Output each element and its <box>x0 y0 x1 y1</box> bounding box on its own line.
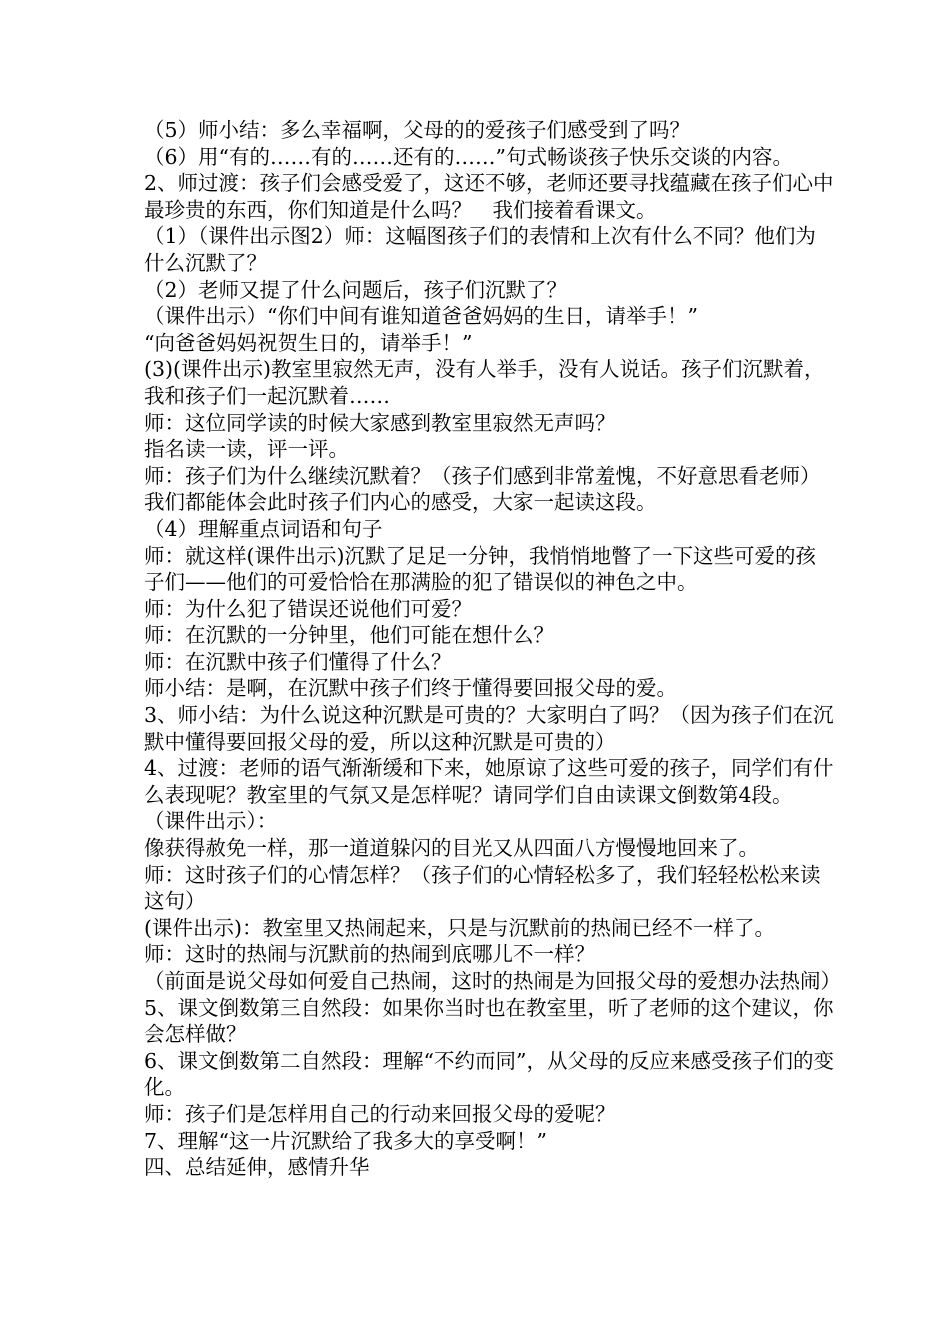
paragraph: 指名读一读，评一评。 <box>144 437 349 462</box>
paragraph: （前面是说父母如何爱自己热闹，这时的热闹是为回报父母的爱想办法热闹） <box>144 969 841 993</box>
paragraph: （5）师小结：多么幸福啊，父母的的爱孩子们感受到了吗？ <box>144 118 691 142</box>
paragraph: （1）（课件出示图2）师：这幅图孩子们的表情和上次有什么不同？他们为什么沉默了？ <box>144 224 816 275</box>
paragraph: （2）老师又提了什么问题后，孩子们沉默了？ <box>144 277 568 302</box>
paragraph: 师：为什么犯了错误还说他们可爱？ <box>144 596 472 621</box>
paragraph: （课件出示）： <box>144 809 278 834</box>
paragraph: (3)(课件出示)教室里寂然无声，没有人举手，没有人说话。孩子们沉默着，我和孩子们一起沉默着…… <box>144 357 825 408</box>
paragraph: 3、师小结：为什么说这种沉默是可贵的？大家明白了吗？（因为孩子们在沉默中懂得要回报父母的爱，所以这种沉默是可贵的） <box>144 703 834 754</box>
paragraph: 5、课文倒数第三自然段：如果你当时也在教室里，听了老师的这个建议，你会怎样做？ <box>144 995 834 1047</box>
paragraph: 师：就这样(课件出示)沉默了足足一分钟，我悄悄地瞥了一下这些可爱的孩子们——他们的可爱恰恰在那满脸的犯了错误似的神色之中。 <box>144 543 816 595</box>
paragraph: 师：在沉默中孩子们懂得了什么？ <box>144 649 452 674</box>
paragraph: （4）理解重点词语和句子 <box>144 516 383 541</box>
paragraph: （6）用“有的……有的……还有的……”句式畅谈孩子快乐交谈的内容。 <box>144 144 794 169</box>
document-body <box>144 117 841 1181</box>
paragraph: 7、理解“这一片沉默给了我多大的享受啊！” <box>144 1128 548 1153</box>
paragraph: 4、过渡：老师的语气渐渐缓和下来，她原谅了这些可爱的孩子，同学们有什么表现呢？教室里的气氛又是怎样呢？请同学们自由读课文倒数第4段。 <box>144 756 834 807</box>
paragraph: 我们都能体会此时孩子们内心的感受，大家一起读这段。 <box>144 490 657 515</box>
paragraph: 师：这位同学读的时候大家感到教室里寂然无声吗？ <box>144 410 616 435</box>
paragraph: 师：孩子们为什么继续沉默着？（孩子们感到非常羞愧，不好意思看老师） <box>144 463 821 488</box>
paragraph: （课件出示）“你们中间有谁知道爸爸妈妈的生日，请举手！” <box>144 304 698 329</box>
paragraph: 师小结：是啊，在沉默中孩子们终于懂得要回报父母的爱。 <box>144 676 677 701</box>
paragraph: 6、课文倒数第二自然段：理解“不约而同”，从父母的反应来感受孩子们的变化。 <box>144 1048 835 1100</box>
paragraph: 2、师过渡：孩子们会感受爱了，这还不够，老师还要寻找蕴藏在孩子们心中最珍贵的东西，你们知道是什么吗？ 我们接着看课文。 <box>144 171 834 222</box>
paragraph: 师：在沉默的一分钟里，他们可能在想什么？ <box>144 623 554 648</box>
paragraph: (课件出示)：教室里又热闹起来，只是与沉默前的热闹已经不一样了。 <box>144 915 775 940</box>
paragraph: “向爸爸妈妈祝贺生日的，请举手！” <box>144 330 473 355</box>
paragraph: 师：这时孩子们的心情怎样？（孩子们的心情轻松多了，我们轻轻松松来读这句） <box>144 862 821 914</box>
section-heading: 四、总结延伸，感情升华 <box>144 1155 370 1180</box>
paragraph: 师：这时的热闹与沉默前的热闹到底哪儿不一样？ <box>144 942 595 967</box>
paragraph: 师：孩子们是怎样用自己的行动来回报父母的爱呢？ <box>144 1101 616 1126</box>
paragraph: 像获得赦免一样，那一道道躲闪的目光又从四面八方慢慢地回来了。 <box>144 836 759 861</box>
